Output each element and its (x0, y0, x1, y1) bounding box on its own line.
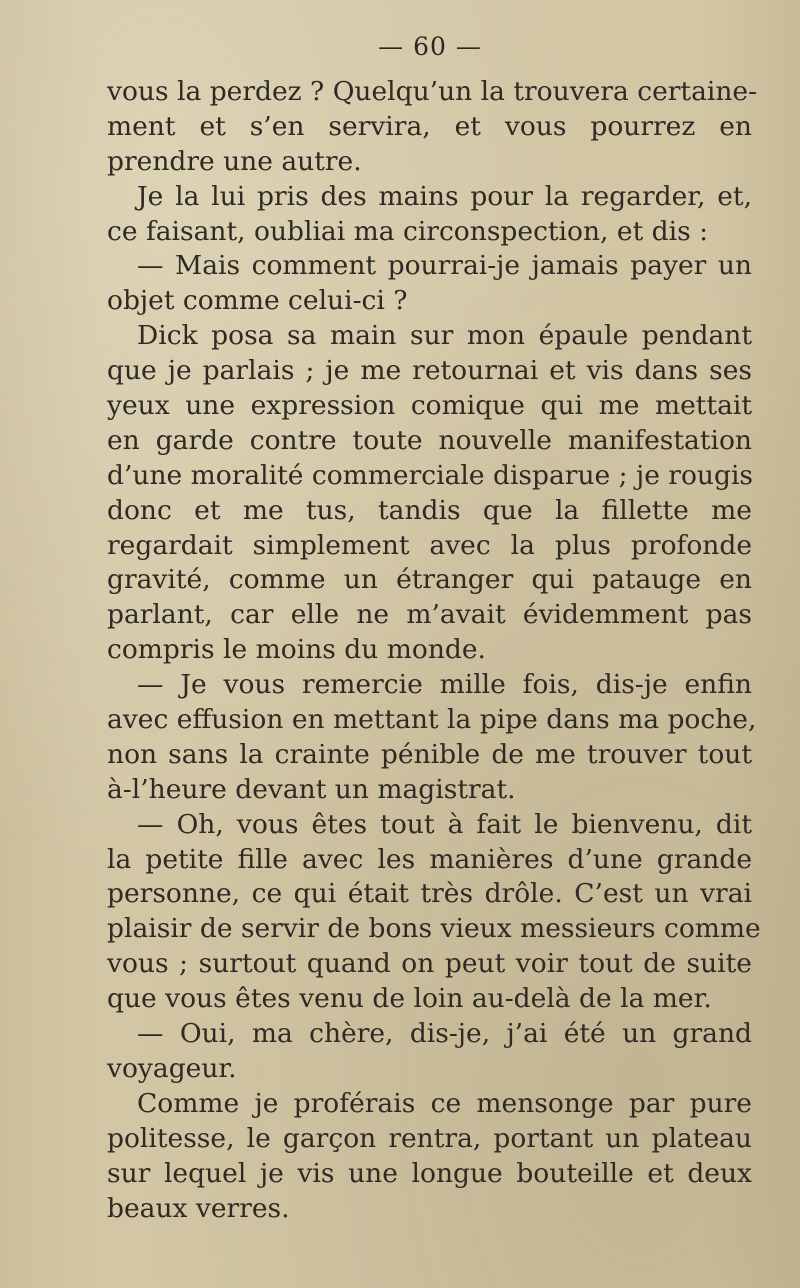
text-line: — Mais comment pourrai-je jamais payer un (137, 250, 752, 282)
text-line: — Je vous remercie mille fois, dis-je enfin (137, 669, 752, 701)
text-line: Dick posa sa main sur mon épaule pendant (137, 320, 752, 352)
text-line: regardait simplement avec la plus profonde (107, 529, 752, 561)
text-line: donc et me tus, tandis que la fillette me (107, 494, 752, 526)
text-line: d’une moralité commerciale disparue ; je rougis (107, 459, 754, 491)
page-number: — 60 — (378, 32, 482, 61)
text-line: la petite fille avec les manières d’une grande (107, 843, 752, 875)
text-line: gravité, comme un étranger qui patauge en (107, 564, 752, 596)
text-line: Je la lui pris des mains pour la regarder, et, (137, 180, 752, 212)
text-line: beaux verres. (107, 1192, 290, 1224)
body-text (107, 75, 761, 1226)
text-line: politesse, le garçon rentra, portant un plateau (107, 1122, 752, 1154)
text-line: compris le moins du monde. (107, 634, 486, 666)
text-line: ce faisant, oubliai ma circonspection, et dis : (107, 215, 709, 247)
text-line: non sans la crainte pénible de me trouver tout (107, 738, 752, 770)
text-line: — Oh, vous êtes tout à fait le bienvenu, dit (137, 808, 752, 840)
text-line: ment et s’en servira, et vous pourrez en (107, 110, 752, 142)
text-line: yeux une expression comique qui me mettait (107, 390, 752, 422)
text-line: que vous êtes venu de loin au-delà de la mer. (107, 983, 712, 1015)
text-line: sur lequel je vis une longue bouteille et deux (107, 1157, 752, 1189)
text-line: plaisir de servir de bons vieux messieurs comme (107, 913, 761, 945)
text-line: Comme je proférais ce mensonge par pure (137, 1087, 752, 1119)
text-line: parlant, car elle ne m’avait évidemment pas (107, 599, 752, 631)
text-line: que je parlais ; je me retournai et vis dans ses (107, 355, 752, 387)
text-line: objet comme celui-ci ? (107, 285, 408, 317)
text-line: personne, ce qui était très drôle. C’est un vrai (107, 878, 752, 910)
text-line: prendre une autre. (107, 145, 362, 177)
text-line: vous ; surtout quand on peut voir tout de suite (107, 948, 752, 980)
text-line: à-l’heure devant un magistrat. (107, 773, 516, 805)
text-line: — Oui, ma chère, dis-je, j’ai été un grand (137, 1018, 752, 1050)
text-line: avec effusion en mettant la pipe dans ma poche, (107, 704, 757, 736)
text-line: voyageur. (107, 1052, 237, 1084)
text-line: en garde contre toute nouvelle manifestation (107, 424, 752, 456)
text-line: vous la perdez ? Quelqu’un la trouvera certaine- (107, 76, 758, 107)
